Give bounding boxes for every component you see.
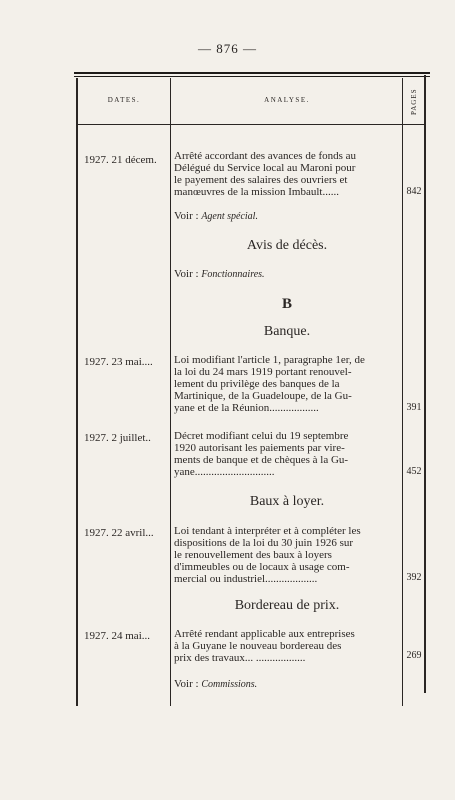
page-reference: 842 [406, 186, 422, 197]
analysis-line: à la Guyane le nouveau bordereau des [174, 640, 342, 652]
analysis-line: Loi tendant à interpréter et à compléter les [174, 525, 361, 537]
analysis-line: 1920 autorisant les paiements par vire- [174, 442, 345, 454]
see-reference: Fonctionnaires. [201, 269, 265, 280]
see-prefix: Voir : [174, 268, 199, 280]
header-rule [78, 124, 424, 125]
top-rule-thin [74, 76, 430, 77]
see-also-line [174, 678, 257, 691]
analysis-line: yane............................. [174, 466, 275, 478]
analysis-line: yane et de la Réunion.................. [174, 402, 319, 414]
see-also-line [174, 268, 265, 281]
analysis-line: Décret modifiant celui du 19 septembre [174, 430, 349, 442]
right-border [424, 75, 426, 693]
page-reference: 392 [406, 572, 422, 583]
entry-date: 1927. 22 avril... [84, 527, 154, 539]
analysis-line: dispositions de la loi du 30 juin 1926 sur [174, 537, 354, 549]
entry-date: 1927. 24 mai... [84, 630, 150, 642]
section-heading-bordereau: Bordereau de prix. [234, 598, 340, 613]
see-reference: Agent spécial. [201, 211, 258, 222]
analysis-line: le payement des salaires des ouvriers et [174, 174, 348, 186]
analysis-line: ments de banque et de chèques à la Gu- [174, 454, 349, 466]
header-pages: PAGES [410, 88, 418, 116]
analysis-line: d'immeubles ou de locaux à usage com- [174, 561, 350, 573]
section-letter: B [281, 296, 292, 312]
page-reference: 391 [406, 402, 422, 413]
analysis-line: prix des travaux... .................. [174, 652, 306, 664]
analysis-line: lement du privilège des banques de la [174, 378, 340, 390]
pages-column-divider [402, 78, 403, 706]
see-prefix: Voir : [174, 678, 199, 690]
section-heading-banque: Banque. [263, 324, 311, 339]
analysis-line: Loi modifiant l'article 1, paragraphe 1er, de [174, 354, 365, 366]
entry-date: 1927. 2 juillet.. [84, 432, 151, 444]
page-reference: 269 [406, 650, 422, 661]
entry-analysis [174, 628, 396, 664]
dates-column-divider [170, 78, 171, 706]
left-border [76, 78, 78, 706]
analysis-line: la loi du 24 mars 1919 portant renouvel- [174, 366, 352, 378]
top-rule [74, 72, 430, 74]
header-analyse: ANALYSE. [264, 96, 310, 104]
header-dates: DATES. [107, 96, 141, 104]
page-reference: 452 [406, 466, 422, 477]
analysis-line: Arrêté accordant des avances de fonds au [174, 150, 357, 162]
see-prefix: Voir : [174, 210, 199, 222]
entry-analysis [174, 430, 396, 478]
page-number: — 876 — [198, 41, 257, 56]
section-heading-deces: Avis de décès. [246, 238, 328, 253]
see-also-line [174, 210, 258, 223]
analysis-line: manœuvres de la mission Imbault...... [174, 186, 339, 198]
analysis-line: Arrêté rendant applicable aux entreprises [174, 628, 355, 640]
entry-analysis [174, 354, 396, 414]
entry-analysis [174, 150, 396, 198]
analysis-line: le renouvellement des baux à loyers [174, 549, 332, 561]
entry-date: 1927. 21 décem. [84, 154, 157, 166]
analysis-line: Martinique, de la Guadeloupe, de la Gu- [174, 390, 352, 402]
section-heading-baux: Baux à loyer. [249, 494, 325, 509]
see-reference: Commissions. [201, 679, 258, 690]
analysis-line: mercial ou industriel................... [174, 573, 318, 585]
analysis-line: Délégué du Service local au Maroni pour [174, 162, 356, 174]
entry-analysis [174, 525, 396, 585]
entry-date: 1927. 23 mai.... [84, 356, 153, 368]
